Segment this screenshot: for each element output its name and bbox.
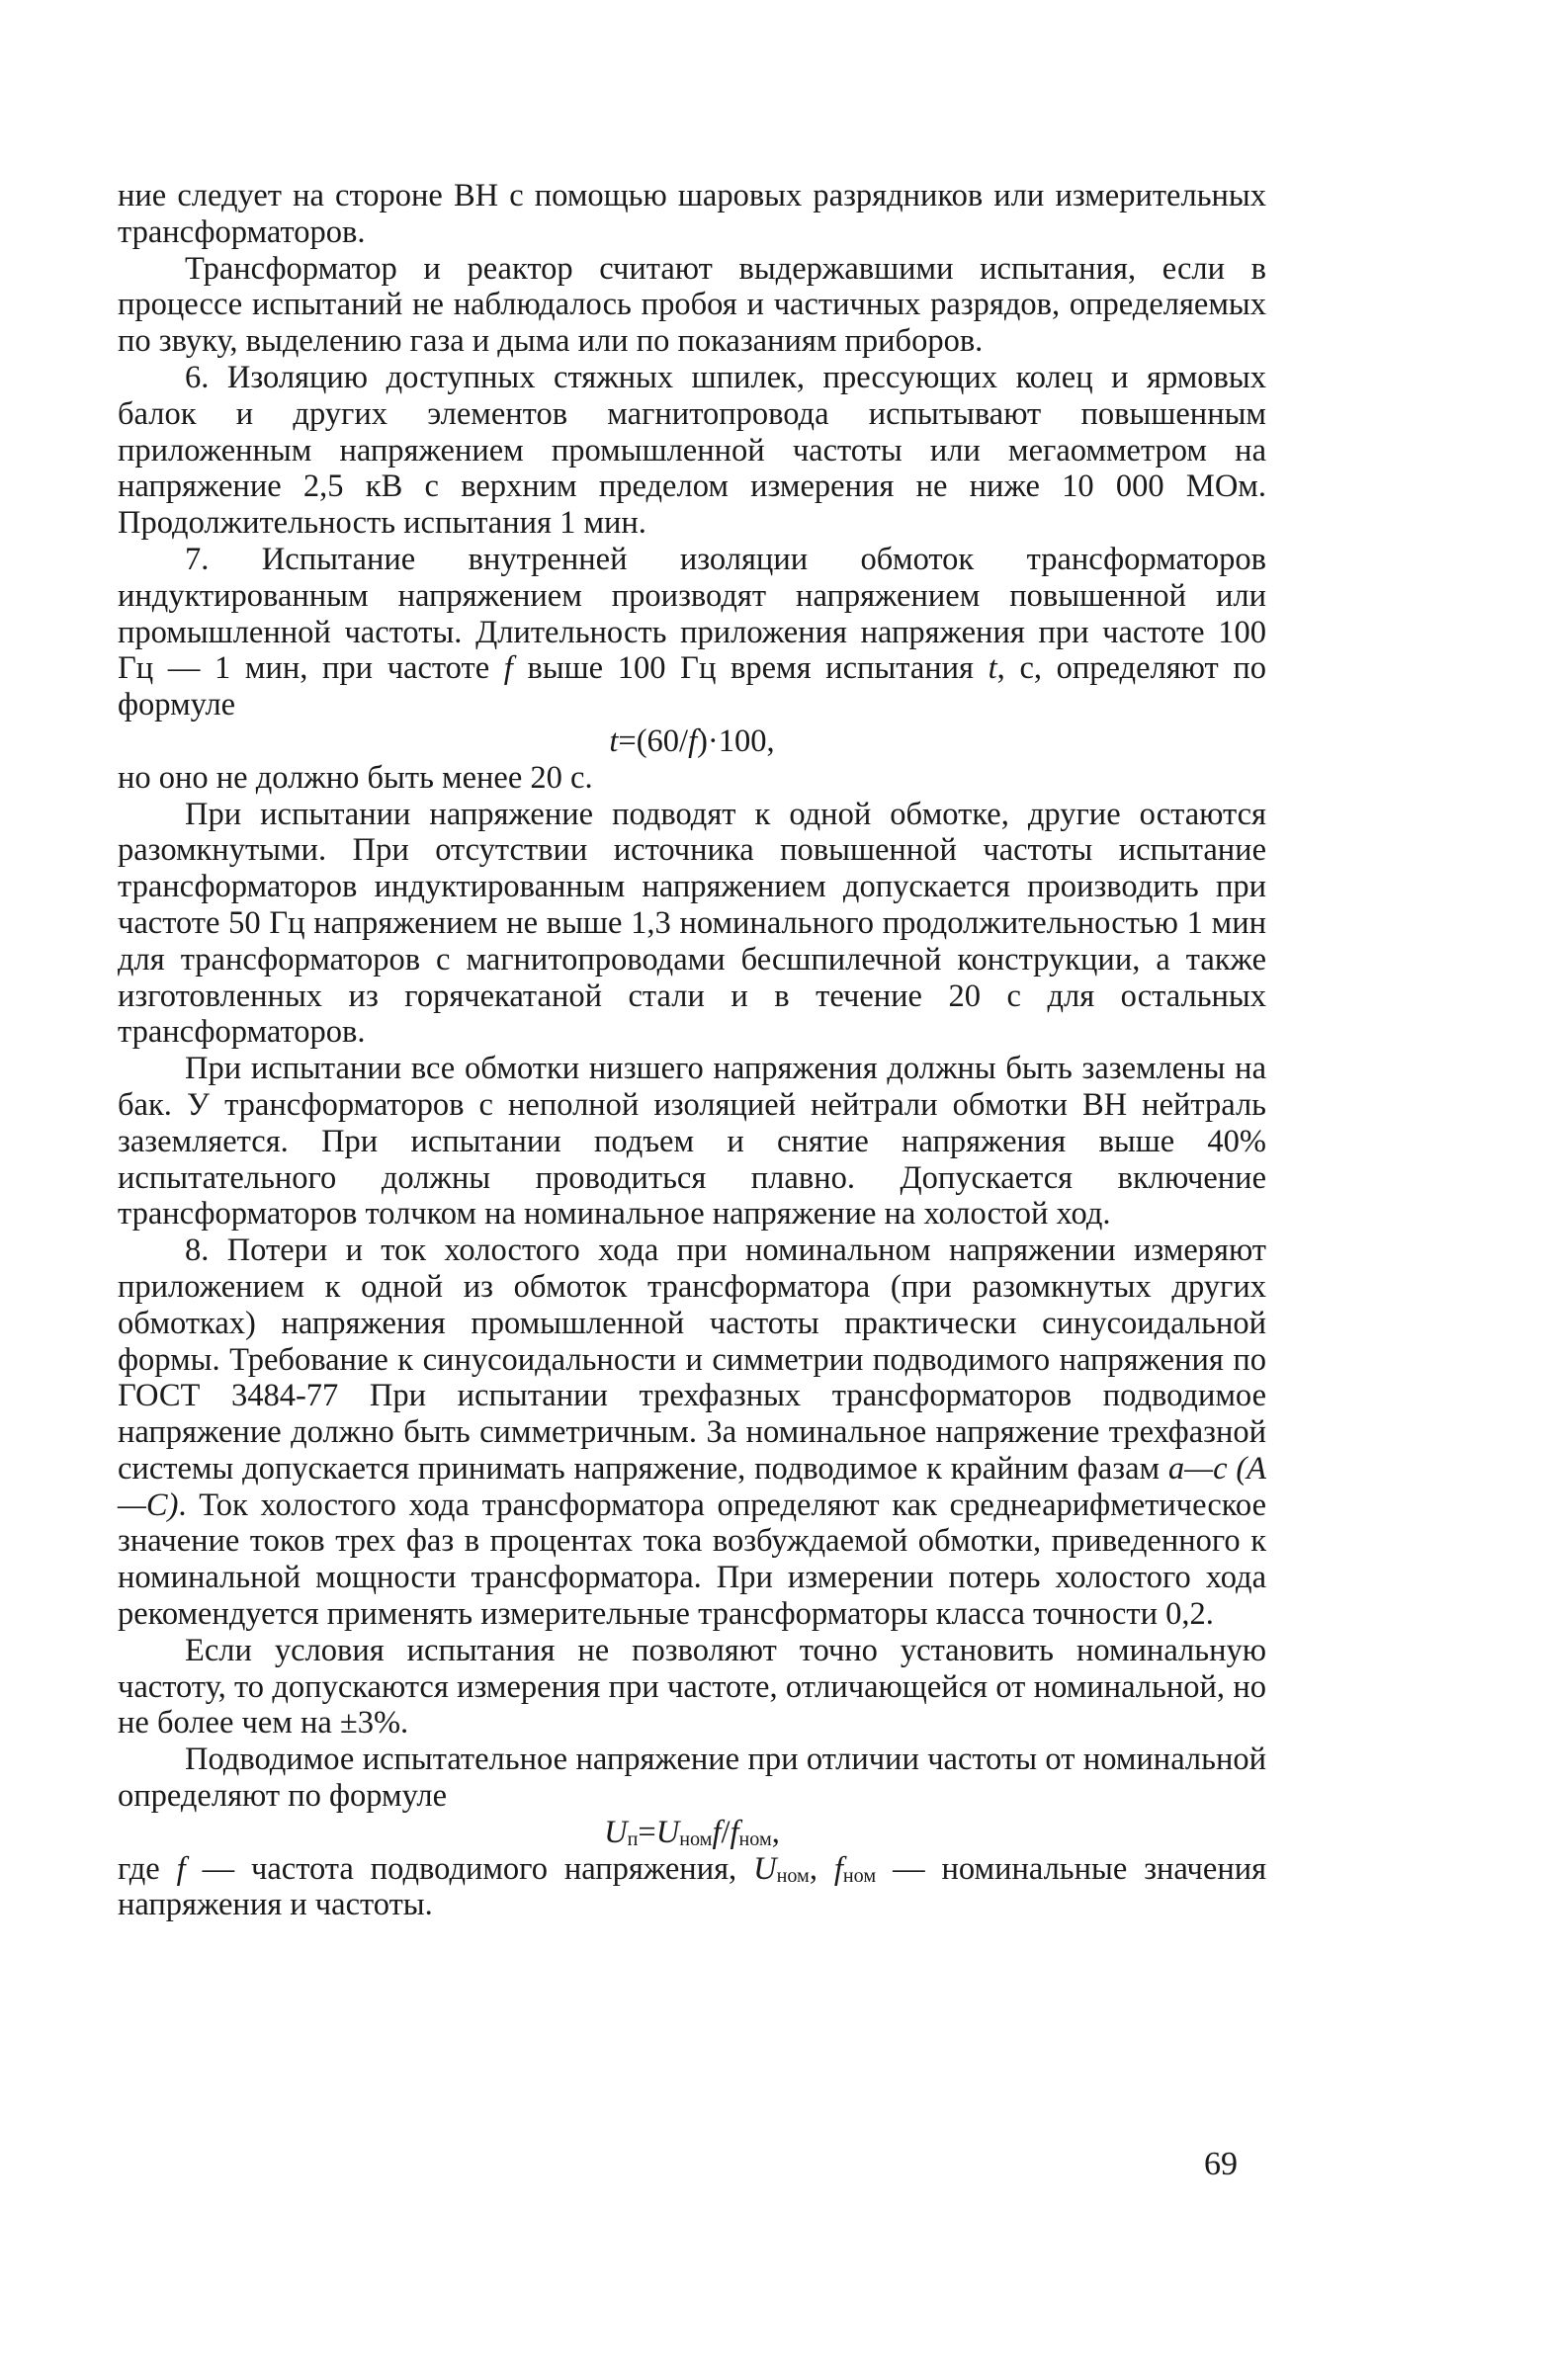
paragraph-text: где bbox=[118, 1850, 160, 1887]
paragraph-text: выше 100 Гц время испытания bbox=[527, 650, 974, 687]
paragraph-text: но оно не должно быть менее 20 с. bbox=[118, 759, 593, 796]
formula-subscript: ном bbox=[776, 1864, 810, 1887]
paragraph-text: ние следует на стороне ВН с помощью шаровых разрядников или измерительных трансформаторов. bbox=[118, 178, 1266, 250]
page-body bbox=[118, 178, 1266, 1923]
formula-subscript: п bbox=[627, 1828, 639, 1850]
paragraph bbox=[118, 1742, 1266, 1815]
variable-f: f bbox=[176, 1850, 186, 1887]
paragraph bbox=[118, 542, 1266, 723]
paragraph-text: 7. Испытание внутренней изоляции обмоток трансформаторов индуктированным напряжением производят напряжением повышенной или промышленной частоты. Длительность приложения напряжения при частоте 100 Гц — 1 мин, при частоте bbox=[118, 541, 1266, 687]
formula-part: = bbox=[638, 1814, 656, 1850]
formula-subscript: ном bbox=[738, 1828, 772, 1850]
paragraph-text: , bbox=[809, 1850, 817, 1887]
paragraph bbox=[118, 1851, 1266, 1924]
formula-var: f bbox=[712, 1814, 722, 1850]
paragraph bbox=[118, 178, 1266, 251]
paragraph-text: При испытании все обмотки низшего напряжения должны быть заземлены на бак. У трансформаторов с неполной изоляцией нейтрали обмотки ВН нейтраль заземляется. При испытании подъем и снятие напряжения выше 40% испытательного должны проводиться плавно. Допускается включение трансформаторов толчком на номинальное напряжение на холостой ход. bbox=[118, 1051, 1266, 1232]
paragraph bbox=[118, 1232, 1266, 1633]
formula-subscript: ном bbox=[679, 1828, 713, 1850]
formula-var: f bbox=[730, 1814, 739, 1850]
paragraph bbox=[118, 760, 1266, 797]
formula-var: U bbox=[655, 1814, 680, 1850]
paragraph bbox=[118, 251, 1266, 360]
formula-subscript: ном bbox=[842, 1864, 877, 1887]
paragraph-text: 6. Изоляцию доступных стяжных шпилек, прессующих колец и ярмовых балок и других элементов магнитопровода испытывают повышенным приложенным напряжением промышленной частоты или мегаомметром на напряжение 2,5 кВ с верхним пределом измерения не ниже 10 000 МОм. Продолжительность испытания 1 мин. bbox=[118, 359, 1266, 542]
paragraph-text: Если условия испытания не позволяют точно установить номинальную частоту, то допускаются измерения при частоте, отличающейся от номинальной, но не более чем на ±3%. bbox=[118, 1632, 1266, 1742]
formula-var: U bbox=[604, 1814, 628, 1850]
variable-f: f bbox=[503, 650, 513, 687]
formula-part: )·100, bbox=[697, 722, 775, 759]
paragraph-text: Трансформатор и реактор считают выдержавшими испытания, если в процессе испытаний не наблюдалось пробоя и частичных разрядов, определяемых по звуку, выделению газа и дыма или по показаниям приборов. bbox=[118, 250, 1266, 360]
formula-var: f bbox=[688, 722, 698, 759]
paragraph-text: — частота подводимого напряжения, bbox=[202, 1850, 737, 1887]
formula-part: / bbox=[721, 1814, 731, 1850]
paragraph-text: — номинальные значения напряжения и частоты. bbox=[118, 1850, 1267, 1923]
phase-label: a—c bbox=[1167, 1450, 1228, 1487]
paragraph bbox=[118, 360, 1266, 542]
variable-u: U bbox=[753, 1850, 777, 1887]
variable-f: f bbox=[833, 1850, 843, 1887]
paragraph-text: 8. Потери и ток холостого хода при номинальном напряжении измеряют приложением к одной из обмоток трансформатора (при разомкнутых других обмотках) напряжения промышленной частоты практически синусоидальной формы. Требование к синусоидальности и симметрии подводимого напряжения по ГОСТ 3484-77 При испытании трехфазных трансформаторов подводимое напряжение должно быть симметричным. За номинальное напряжение трехфазной системы допускается принимать напряжение, подводимое к крайним фазам bbox=[118, 1232, 1266, 1487]
formula-test-time bbox=[118, 723, 1266, 760]
paragraph bbox=[118, 1633, 1266, 1742]
formula-var: t bbox=[609, 722, 619, 759]
formula-test-voltage bbox=[118, 1815, 1266, 1851]
paragraph-text: . Ток холостого хода трансформатора определяют как среднеарифметическое значение токов трех фаз в процентах тока возбуждаемой обмотки, приведенного к номинальной мощности трансформатора. При измерении потерь холостого хода рекомендуется применять измерительные трансформаторы класса точности 0,2. bbox=[118, 1487, 1266, 1633]
paragraph-text: При испытании напряжение подводят к одной обмотке, другие остаются разомкнутыми. При отсутствии источника повышенной частоты испытание трансформаторов индуктированным напряжением допускается производить при частоте 50 Гц напряжением не выше 1,3 номинального продолжительностью 1 мин для трансформаторов с магнитопроводами бесшпилечной конструкции, а также изготовленных из горячекатаной стали и в течение 20 с для остальных трансформаторов. bbox=[118, 796, 1266, 1051]
formula-part: , bbox=[771, 1814, 780, 1850]
paragraph-text: Подводимое испытательное напряжение при отличии частоты от номинальной определяют по формуле bbox=[118, 1742, 1266, 1815]
paragraph bbox=[118, 1051, 1266, 1232]
formula-part: =(60/ bbox=[618, 722, 689, 759]
variable-t: t bbox=[988, 650, 997, 687]
paragraph-text: , с, определяют по формуле bbox=[118, 650, 1267, 723]
paragraph bbox=[118, 797, 1266, 1052]
phase-label: (A—C) bbox=[118, 1450, 1267, 1523]
page-number: 69 bbox=[1204, 2146, 1238, 2182]
